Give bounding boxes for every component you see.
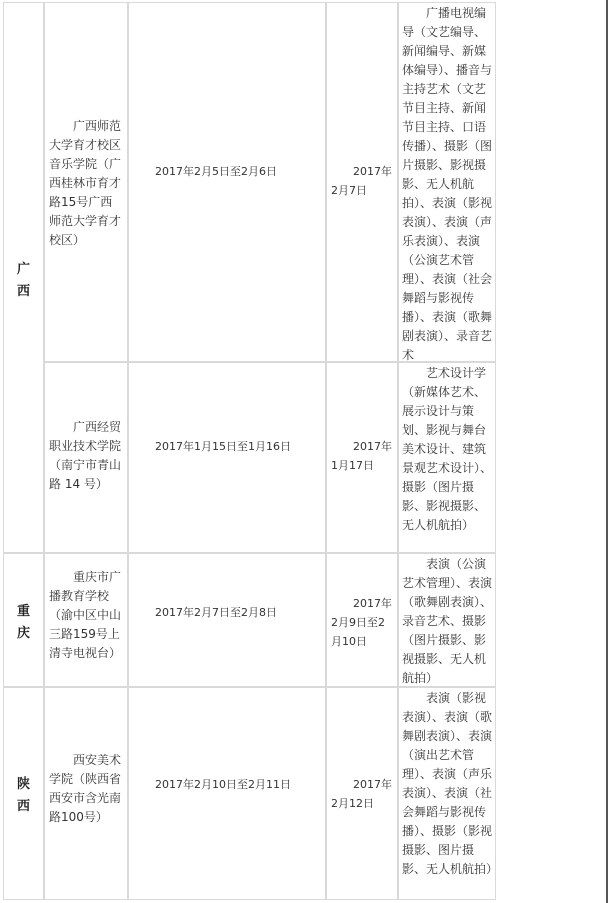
school-cell <box>44 553 128 687</box>
province-cell-shaanxi <box>3 687 44 900</box>
province-char: 庆 <box>16 626 30 641</box>
majors-cell <box>398 362 496 553</box>
exam-date-cell <box>128 362 326 553</box>
result-date-cell <box>326 687 398 900</box>
province-char: 西 <box>16 284 30 299</box>
province-char: 广 <box>16 262 30 277</box>
majors-cell <box>398 2 496 362</box>
result-date-cell <box>326 362 398 553</box>
exam-date-cell <box>128 553 326 687</box>
exam-date-cell <box>128 2 326 362</box>
majors-list: 广播电视编导（文艺编导、新闻编导、新媒体编导）、播音与主持艺术（文艺节目主持、新闻节目主持、口语传播）、摄影（图片摄影、影视摄影、无人机航拍）、表演（影视表演）、表演（声乐表演）、表演（公演艺术管理）、表演（社会舞蹈与影视传播）、表演（歌舞剧表演）、录音艺术 <box>402 6 493 362</box>
majors-cell <box>398 687 499 900</box>
majors-list: 艺术设计学（新媒体艺术、展示设计与策划、影视与舞台美术设计、建筑景观艺术设计）、摄影（图片摄影、影视摄影、无人机航拍） <box>402 366 493 532</box>
majors-list: 表演（公演艺术管理）、表演（歌舞剧表演）、录音艺术、摄影（图片摄影、影视摄影、无人机航拍） <box>402 557 493 685</box>
majors-cell <box>398 553 496 687</box>
school-cell <box>44 2 128 362</box>
province-char: 西 <box>16 799 30 814</box>
province-cell-guangxi <box>3 2 44 553</box>
school-name: 广西经贸职业技术学院（南宁市青山路 14 号） <box>49 420 122 491</box>
majors-list: 表演（影视表演）、表演（歌舞剧表演）、表演（演出艺术管理）、表演（声乐表演）、表演（社会舞蹈与影视传播）、摄影（影视摄影、图片摄影、无人机航拍） <box>402 691 499 876</box>
exam-dates: 2017年1月15日至1月16日 <box>155 440 291 453</box>
result-date: 2017年2月12日 <box>331 778 392 810</box>
province-char: 陕 <box>16 777 30 792</box>
school-name: 西安美术学院（陕西省西安市含光南路100号） <box>49 753 122 824</box>
province-cell-chongqing <box>3 553 44 687</box>
school-name: 重庆市广播教育学校（渝中区中山三路159号上清寺电视台） <box>49 570 122 660</box>
exam-dates: 2017年2月10日至2月11日 <box>155 778 291 791</box>
exam-dates: 2017年2月5日至2月6日 <box>155 165 277 178</box>
exam-date-cell <box>128 687 326 900</box>
school-cell <box>44 362 128 553</box>
province-char: 重 <box>16 604 30 619</box>
result-date-cell <box>326 553 398 687</box>
school-cell <box>44 687 128 900</box>
result-date-cell <box>326 2 398 362</box>
school-name: 广西师范大学育才校区音乐学院（广西桂林市育才路15号广西师范大学育才校区） <box>49 119 122 247</box>
result-date: 2017年1月17日 <box>331 440 392 472</box>
result-date: 2017年2月9日至2月10日 <box>331 597 392 648</box>
result-date: 2017年2月7日 <box>331 165 392 197</box>
exam-dates: 2017年2月7日至2月8日 <box>155 606 277 619</box>
